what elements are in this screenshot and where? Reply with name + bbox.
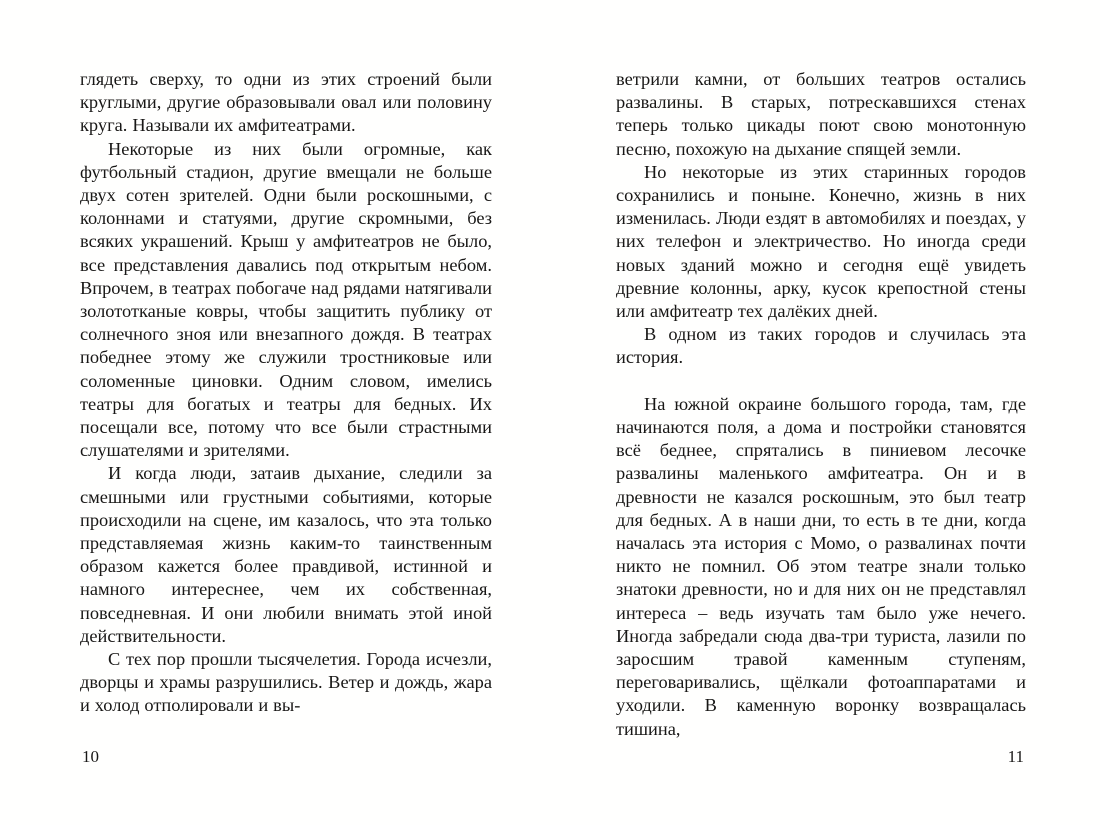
paragraph: И когда люди, затаив дыхание, следили за смешными или грустными событиями, которые происходили на сцене, им казалось, что эта только представляемая жизнь каким-то таинственным образом кажется более правдивой, истинной и намного интереснее, чем их собственная, повседневная. И они любили внимать этой иной действительности. <box>80 463 492 646</box>
paragraph: Но некоторые из этих старинных городов сохранились и поныне. Конечно, жизнь в них изменилась. Люди ездят в автомобилях и поездах, у них телефон и электричество. Но иногда среди новых зданий можно и сегодня ещё увидеть древние колонны, арку, кусок крепостной стены или амфитеатр тех далёких дней. <box>616 161 1026 322</box>
right-page-number: 11 <box>1007 747 1024 766</box>
paragraph: Некоторые из них были огромные, как футбольный стадион, другие вмещали не больше двух сотен зрителей. Одни были роскошными, с колоннами и статуями, другие скромными, без всяких украшений. Крыш у амфитеатров не было, все представления давались под открытым небом. Впрочем, в театрах побогаче над рядами натягивали золототканые ковры, чтобы защитить публику от солнечного зноя или внезапного дождя. В театрах победнее этому же служили тростниковые или соломенные циновки. Одним словом, имелись театры для богатых и театры для бедных. Их посещали все, потому что все были страстными слушателями и зрителями. <box>80 138 493 461</box>
paragraph: С тех пор прошли тысячелетия. Города исчезли, дворцы и храмы разрушились. Ветер и дождь, жара и холод отполировали и вы- <box>80 649 492 716</box>
paragraph: В одном из таких городов и случилась эта история. <box>616 324 1026 368</box>
paragraph: глядеть сверху, то одни из этих строений были круглыми, другие образовывали овал или половину круга. Называли их амфитеатрами. <box>80 69 492 136</box>
left-page-text <box>80 68 492 718</box>
right-page <box>616 0 1026 825</box>
left-page <box>80 0 492 825</box>
left-page-number: 10 <box>82 747 99 766</box>
paragraph: На южной окраине большого города, там, где начинаются поля, а дома и постройки становятся всё беднее, спрятались в пиниевом лесочке развалины маленького амфитеатра. Он и в древности не казался роскошным, это был театр для бедных. А в наши дни, то есть в те дни, когда началась эта история с Момо, о развалинах почти никто не помнил. Об этом театре знали только знатоки древности, но и для них он не представлял интереса – ведь изучать там было уже нечего. Иногда забредали сюда два-три туриста, лазили по заросшим травой каменным ступеням, переговаривались, щёлкали фотоаппаратами и уходили. В каменную воронку возвращалась тишина, <box>616 393 1026 739</box>
paragraph: ветрили камни, от больших театров остались развалины. В старых, потрескавшихся стенах теперь только цикады поют свою монотонную песню, похожую на дыхание спящей земли. <box>616 69 1026 159</box>
right-page-text <box>616 68 1026 741</box>
